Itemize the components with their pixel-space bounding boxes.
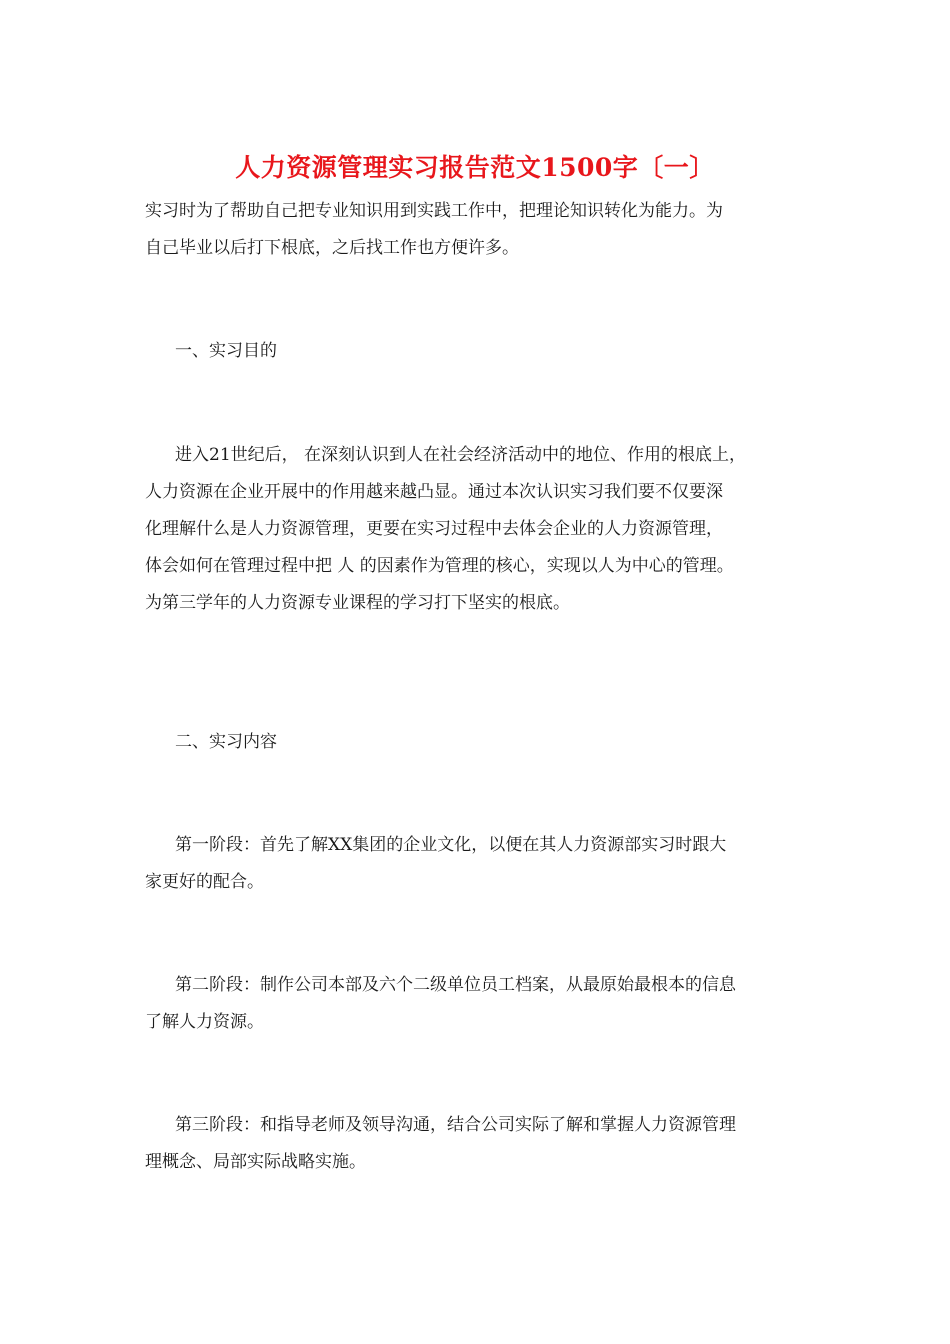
stage-3-line-1: 第三阶段：和指导老师及领导沟通，结合公司实际了解和掌握人力资源管理: [175, 1115, 736, 1135]
stage-2-paragraph: [145, 967, 825, 1041]
stage-2-line-1: 第二阶段：制作公司本部及六个二级单位员工档案，从最原始最根本的信息: [175, 975, 736, 995]
section-heading-purpose: [145, 333, 825, 370]
purpose-line-2: 人力资源在企业开展中的作用越来越凸显。通过本次认识实习我们要不仅要深: [145, 482, 723, 502]
intro-paragraph: [145, 193, 825, 267]
stage-1-line-1: 第一阶段：首先了解XX集团的企业文化，以便在其人力资源部实习时跟大: [175, 835, 727, 855]
stage-3-line-2: 理概念、局部实际战略实施。: [145, 1152, 366, 1172]
stage-3-paragraph: [145, 1107, 825, 1181]
stage-1-paragraph: [145, 827, 825, 901]
purpose-line-4: 体会如何在管理过程中把 人 的因素作为管理的核心，实现以人为中心的管理。: [145, 556, 734, 576]
section-heading-content: [145, 724, 825, 761]
purpose-paragraph: [145, 437, 825, 622]
intro-line-1: 实习时为了帮助自己把专业知识用到实践工作中，把理论知识转化为能力。为: [145, 201, 723, 221]
stage-1-line-2: 家更好的配合。: [145, 872, 264, 892]
purpose-line-1: 进入21世纪后， 在深刻认识到人在社会经济活动中的地位、作用的根底上，: [175, 445, 747, 465]
section-heading-purpose-text: 一、实习目的: [175, 341, 277, 361]
stage-2-line-2: 了解人力资源。: [145, 1012, 264, 1032]
intro-line-2: 自己毕业以后打下根底，之后找工作也方便许多。: [145, 238, 519, 258]
purpose-line-3: 化理解什么是人力资源管理，更要在实习过程中去体会企业的人力资源管理，: [145, 519, 723, 539]
document-title: 人力资源管理实习报告范文1500字〔一〕: [235, 153, 715, 182]
section-heading-content-text: 二、实习内容: [175, 732, 277, 752]
purpose-line-5: 为第三学年的人力资源专业课程的学习打下坚实的根底。: [145, 593, 570, 613]
